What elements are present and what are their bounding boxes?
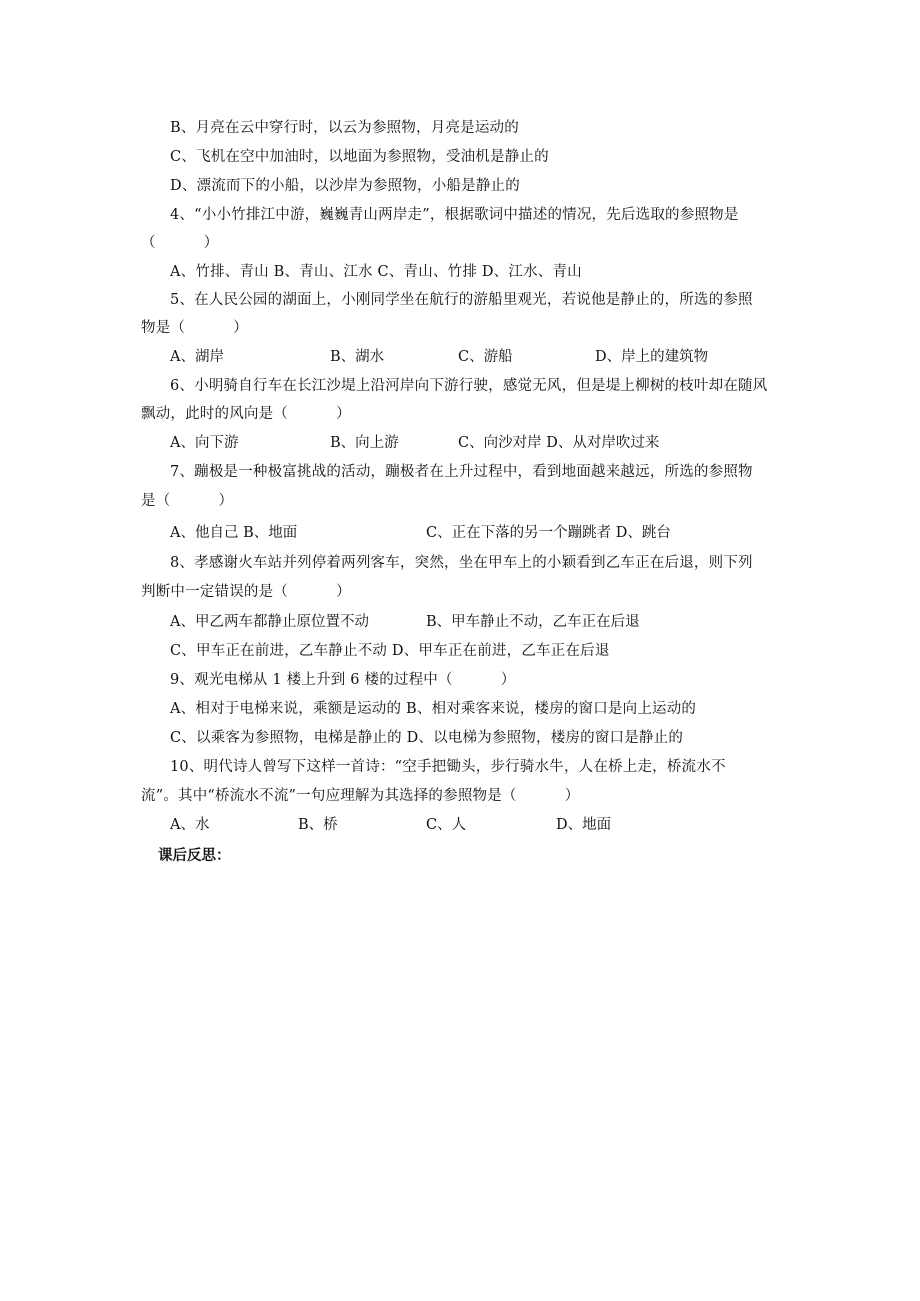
- q6-stem-cont: 飘动，此时的风向是（ ）: [141, 406, 351, 422]
- q7-option-ab: A、他自己 B、地面: [170, 525, 298, 541]
- q9-options-cd: C、以乘客为参照物，电梯是静止的 D、以电梯为参照物，楼房的窗口是静止的: [170, 730, 684, 746]
- q8-option-a: A、甲乙两车都静止原位置不动: [170, 614, 369, 630]
- q9-stem: 9、观光电梯从 1 楼上升到 6 楼的过程中（ ）: [170, 672, 516, 688]
- q8-option-b: B、甲车静止不动，乙车正在后退: [426, 614, 640, 630]
- q7-option-cd: C、正在下落的另一个蹦跳者 D、跳台: [426, 525, 671, 541]
- q6-option-b: B、向上游: [330, 435, 399, 451]
- q3-option-b: B、月亮在云中穿行时，以云为参照物，月亮是运动的: [170, 120, 519, 136]
- q5-option-b: B、湖水: [330, 349, 385, 365]
- q4-blank: （ ）: [141, 235, 219, 251]
- q3-option-d: D、漂流而下的小船，以沙岸为参照物，小船是静止的: [170, 178, 520, 194]
- q4-stem: 4、“小小竹排江中游，巍巍青山两岸走”，根据歌词中描述的情况，先后选取的参照物是: [170, 207, 739, 223]
- q10-option-a: A、水: [170, 817, 210, 833]
- q10-option-c: C、人: [426, 817, 467, 833]
- q5-option-d: D、岸上的建筑物: [595, 349, 709, 365]
- q7-stem: 7、蹦极是一种极富挑战的活动，蹦极者在上升过程中，看到地面越来越远，所选的参照物: [170, 464, 753, 480]
- q3-option-c: C、飞机在空中加油时，以地面为参照物，受油机是静止的: [170, 149, 549, 165]
- q10-stem-cont: 流”。其中“桥流水不流”一句应理解为其选择的参照物是（ ）: [141, 788, 580, 804]
- q6-stem: 6、小明骑自行车在长江沙堤上沿河岸向下游行驶，感觉无风，但是堤上柳树的枝叶却在随风: [170, 378, 768, 394]
- q5-stem-cont: 物是（ ）: [141, 320, 248, 336]
- q10-stem: 10、明代诗人曾写下这样一首诗：“空手把锄头，步行骑水牛，人在桥上走，桥流水不: [170, 759, 726, 775]
- q5-stem: 5、在人民公园的湖面上，小刚同学坐在航行的游船里观光，若说他是静止的，所选的参照: [170, 292, 753, 308]
- q8-options-cd: C、甲车正在前进，乙车静止不动 D、甲车正在前进，乙车正在后退: [170, 643, 610, 659]
- q8-stem-cont: 判断中一定错误的是（ ）: [141, 584, 351, 600]
- q9-options-ab: A、相对于电梯来说，乘额是运动的 B、相对乘客来说，楼房的窗口是向上运动的: [170, 701, 697, 717]
- q10-option-d: D、地面: [556, 817, 612, 833]
- q6-option-cd: C、向沙对岸 D、从对岸吹过来: [458, 435, 660, 451]
- q5-option-c: C、游船: [458, 349, 513, 365]
- reflection-heading: 课后反思：: [158, 848, 231, 864]
- q6-option-a: A、向下游: [170, 435, 239, 451]
- q10-option-b: B、桥: [298, 817, 338, 833]
- q5-option-a: A、湖岸: [170, 349, 224, 365]
- q4-options: A、竹排、青山 B、青山、江水 C、青山、竹排 D、江水、青山: [170, 264, 582, 280]
- q7-stem-cont: 是（ ）: [141, 493, 234, 509]
- q8-stem: 8、孝感谢火车站并列停着两列客车，突然，坐在甲车上的小颖看到乙车正在后退，则下列: [170, 555, 753, 571]
